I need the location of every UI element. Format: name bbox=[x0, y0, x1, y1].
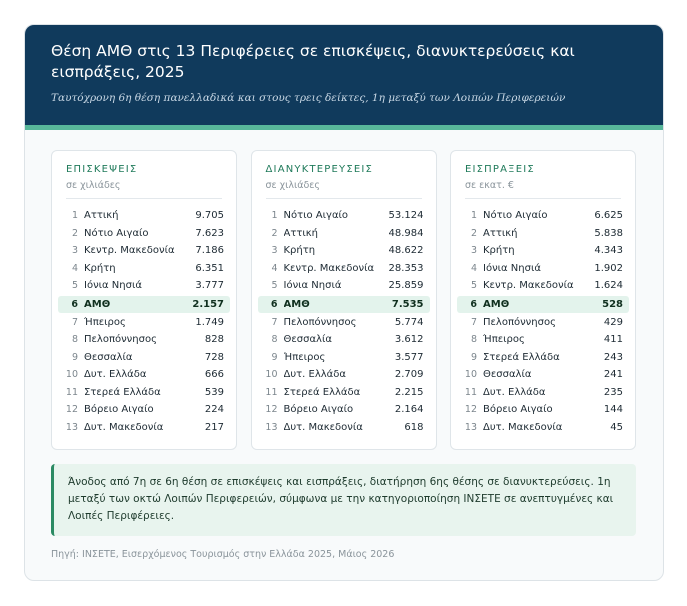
rank-number: 12 bbox=[464, 404, 477, 415]
rank-number: 13 bbox=[65, 421, 78, 433]
ranking-row bbox=[258, 314, 430, 332]
ranking-row bbox=[58, 225, 230, 243]
panel-unit: σε χιλιάδες bbox=[66, 180, 121, 191]
rank-number: 7 bbox=[271, 316, 278, 328]
ranking-row bbox=[258, 419, 430, 437]
region-value: 7.623 bbox=[195, 227, 224, 239]
rank-number: 10 bbox=[265, 369, 278, 380]
rank-number: 12 bbox=[265, 404, 278, 415]
region-value: 3.612 bbox=[394, 334, 424, 345]
region-value: 5.774 bbox=[394, 316, 424, 328]
ranking-row bbox=[457, 260, 629, 278]
ranking-row bbox=[58, 260, 230, 278]
region-name: Ήπειρος bbox=[283, 351, 326, 363]
rank-number: 2 bbox=[71, 227, 78, 239]
ranking-row bbox=[58, 401, 230, 419]
ranking-row bbox=[457, 225, 629, 243]
region-value: 728 bbox=[204, 351, 224, 363]
region-name: Πελοπόννησος bbox=[483, 316, 556, 328]
rank-number: 9 bbox=[71, 351, 78, 363]
rank-number: 6 bbox=[71, 298, 78, 310]
ranking-row bbox=[58, 419, 230, 437]
region-value: 539 bbox=[204, 386, 224, 398]
rank-number: 13 bbox=[464, 421, 477, 433]
region-name: Ιόνια Νησιά bbox=[483, 262, 541, 274]
region-name: Δυτ. Μακεδονία bbox=[483, 421, 563, 433]
rank-number: 8 bbox=[271, 334, 278, 345]
region-name: Αττική bbox=[283, 227, 318, 239]
ranking-row-highlight bbox=[258, 296, 430, 313]
region-value: 3.777 bbox=[195, 280, 224, 291]
region-value: 3.577 bbox=[394, 351, 424, 363]
ranking-card bbox=[24, 24, 664, 581]
ranking-row bbox=[58, 242, 230, 260]
ranking-panels bbox=[51, 150, 636, 450]
region-value: 1.902 bbox=[594, 262, 623, 274]
region-value: 7.535 bbox=[391, 298, 424, 310]
ranking-row-highlight bbox=[457, 296, 629, 313]
rank-number: 1 bbox=[271, 210, 278, 221]
rank-number: 7 bbox=[71, 316, 78, 328]
region-name: Κεντρ. Μακεδονία bbox=[483, 280, 574, 291]
region-name: Νότιο Αιγαίο bbox=[283, 210, 349, 221]
region-name: Στερεά Ελλάδα bbox=[483, 351, 560, 363]
panel-nights bbox=[251, 150, 437, 450]
region-name: ΑΜΘ bbox=[84, 298, 111, 310]
card-subtitle: Ταυτόχρονη 6η θέση πανελλαδικά και στους τρεις δείκτες, 1η μεταξύ των Λοιπών Περιφερειών bbox=[51, 92, 566, 104]
region-name: ΑΜΘ bbox=[483, 298, 510, 310]
rank-number: 8 bbox=[71, 334, 78, 345]
ranking-row bbox=[457, 384, 629, 402]
region-name: Στερεά Ελλάδα bbox=[84, 386, 161, 398]
region-value: 53.124 bbox=[388, 210, 424, 221]
ranking-row bbox=[457, 366, 629, 384]
ranking-list bbox=[258, 207, 430, 436]
region-name: Ήπειρος bbox=[483, 334, 525, 345]
ranking-row bbox=[58, 277, 230, 295]
region-value: 48.984 bbox=[388, 227, 424, 239]
ranking-row bbox=[258, 401, 430, 419]
rank-number: 2 bbox=[470, 227, 477, 239]
region-value: 243 bbox=[603, 351, 623, 363]
ranking-row-highlight bbox=[58, 296, 230, 313]
ranking-row bbox=[258, 260, 430, 278]
ranking-row bbox=[258, 366, 430, 384]
region-value: 144 bbox=[603, 404, 623, 415]
ranking-row bbox=[258, 207, 430, 225]
ranking-row bbox=[58, 366, 230, 384]
region-name: Δυτ. Μακεδονία bbox=[84, 421, 164, 433]
region-value: 28.353 bbox=[388, 262, 424, 274]
region-value: 235 bbox=[603, 386, 623, 398]
ranking-row bbox=[457, 277, 629, 295]
region-value: 666 bbox=[204, 369, 224, 380]
region-value: 528 bbox=[602, 298, 623, 310]
rank-number: 4 bbox=[271, 262, 278, 274]
region-name: Στερεά Ελλάδα bbox=[283, 386, 361, 398]
region-name: Κρήτη bbox=[84, 262, 116, 274]
region-value: 1.624 bbox=[594, 280, 623, 291]
region-name: Θεσσαλία bbox=[84, 351, 133, 363]
rank-number: 7 bbox=[470, 316, 477, 328]
rank-number: 6 bbox=[470, 298, 477, 310]
panel-title: ΕΠΙΣΚΕΨΕΙΣ bbox=[66, 164, 138, 175]
rank-number: 9 bbox=[470, 351, 477, 363]
region-name: Νότιο Αιγαίο bbox=[84, 227, 149, 239]
region-name: Ήπειρος bbox=[84, 316, 126, 328]
ranking-row bbox=[258, 277, 430, 295]
ranking-row bbox=[457, 242, 629, 260]
ranking-row bbox=[258, 225, 430, 243]
summary-note: Άνοδος από 7η σε 6η θέση σε επισκέψεις και εισπράξεις, διατήρηση 6ης θέσης σε διανυκτερεύσεις. 1η μεταξύ των οκτώ Λοιπών Περιφερειών, σύμφωνα με την κατηγοριοποίηση ΙΝΣΕΤΕ σε ανεπτυγμένες και Λοιπές Περιφέρειες. bbox=[51, 464, 636, 536]
rank-number: 11 bbox=[464, 386, 477, 398]
rank-number: 3 bbox=[271, 245, 278, 256]
ranking-row bbox=[457, 314, 629, 332]
region-value: 4.343 bbox=[594, 245, 623, 256]
ranking-row bbox=[457, 349, 629, 367]
region-name: Αττική bbox=[84, 210, 119, 221]
rank-number: 4 bbox=[470, 262, 477, 274]
region-value: 1.749 bbox=[195, 316, 224, 328]
region-value: 2.709 bbox=[394, 369, 424, 380]
rank-number: 12 bbox=[65, 404, 78, 415]
region-name: Βόρειο Αιγαίο bbox=[283, 404, 354, 415]
region-name: Βόρειο Αιγαίο bbox=[84, 404, 154, 415]
rank-number: 5 bbox=[71, 280, 78, 291]
region-value: 411 bbox=[603, 334, 623, 345]
ranking-row bbox=[58, 331, 230, 349]
panel-title: ΔΙΑΝΥΚΤΕΡΕΥΣΕΙΣ bbox=[265, 164, 374, 175]
region-value: 2.164 bbox=[394, 404, 424, 415]
region-name: Νότιο Αιγαίο bbox=[483, 210, 548, 221]
rank-number: 8 bbox=[470, 334, 477, 345]
region-value: 2.215 bbox=[394, 386, 424, 398]
ranking-row bbox=[258, 349, 430, 367]
region-value: 25.859 bbox=[388, 280, 424, 291]
region-value: 6.625 bbox=[594, 210, 623, 221]
region-name: Δυτ. Ελλάδα bbox=[283, 369, 346, 380]
region-name: Βόρειο Αιγαίο bbox=[483, 404, 553, 415]
region-name: Πελοπόννησος bbox=[283, 316, 357, 328]
panel-divider bbox=[266, 198, 422, 199]
rank-number: 2 bbox=[271, 227, 278, 239]
rank-number: 10 bbox=[464, 369, 477, 380]
ranking-row bbox=[258, 242, 430, 260]
ranking-row bbox=[457, 401, 629, 419]
region-value: 2.157 bbox=[192, 298, 224, 310]
region-name: Δυτ. Μακεδονία bbox=[283, 421, 363, 433]
rank-number: 1 bbox=[470, 210, 477, 221]
ranking-row bbox=[457, 331, 629, 349]
rank-number: 5 bbox=[271, 280, 278, 291]
region-value: 45 bbox=[610, 421, 623, 433]
panel-unit: σε εκατ. € bbox=[465, 180, 514, 191]
panel-divider bbox=[465, 198, 621, 199]
rank-number: 1 bbox=[71, 210, 78, 221]
region-value: 429 bbox=[603, 316, 623, 328]
rank-number: 11 bbox=[265, 386, 278, 398]
region-name: Ιόνια Νησιά bbox=[84, 280, 142, 291]
region-name: Θεσσαλία bbox=[283, 334, 332, 345]
region-value: 48.622 bbox=[388, 245, 424, 256]
region-name: Πελοπόννησος bbox=[84, 334, 157, 345]
panel-unit: σε χιλιάδες bbox=[265, 180, 320, 191]
region-name: Κρήτη bbox=[283, 245, 316, 256]
rank-number: 3 bbox=[71, 245, 78, 256]
panel-divider bbox=[66, 198, 222, 199]
panel-receipts bbox=[450, 150, 636, 450]
region-name: Θεσσαλία bbox=[483, 369, 532, 380]
accent-bar bbox=[25, 125, 663, 130]
region-name: ΑΜΘ bbox=[283, 298, 310, 310]
region-value: 828 bbox=[204, 334, 224, 345]
region-value: 7.186 bbox=[195, 245, 224, 256]
panel-visits bbox=[51, 150, 237, 450]
rank-number: 9 bbox=[271, 351, 278, 363]
ranking-row bbox=[258, 331, 430, 349]
region-value: 6.351 bbox=[195, 262, 224, 274]
region-value: 9.705 bbox=[195, 210, 224, 221]
region-name: Κεντρ. Μακεδονία bbox=[84, 245, 175, 256]
region-value: 241 bbox=[603, 369, 623, 380]
rank-number: 13 bbox=[265, 421, 278, 433]
ranking-row bbox=[258, 384, 430, 402]
card-title: Θέση ΑΜΘ στις 13 Περιφέρειες σε επισκέψεις, διανυκτερεύσεις και εισπράξεις, 2025 bbox=[51, 42, 575, 81]
rank-number: 11 bbox=[65, 386, 78, 398]
source-line: Πηγή: ΙΝΣΕΤΕ, Εισερχόμενος Τουρισμός στην Ελλάδα 2025, Μάιος 2026 bbox=[51, 549, 395, 560]
ranking-row bbox=[58, 349, 230, 367]
rank-number: 4 bbox=[71, 262, 78, 274]
rank-number: 5 bbox=[470, 280, 477, 291]
ranking-row bbox=[58, 207, 230, 225]
card-header bbox=[25, 25, 663, 125]
region-name: Αττική bbox=[483, 227, 518, 239]
region-value: 224 bbox=[204, 404, 224, 415]
region-value: 217 bbox=[204, 421, 224, 433]
ranking-row bbox=[457, 419, 629, 437]
ranking-list bbox=[457, 207, 629, 436]
rank-number: 3 bbox=[470, 245, 477, 256]
region-name: Δυτ. Ελλάδα bbox=[84, 369, 147, 380]
ranking-row bbox=[58, 314, 230, 332]
ranking-row bbox=[457, 207, 629, 225]
ranking-row bbox=[58, 384, 230, 402]
region-value: 5.838 bbox=[594, 227, 623, 239]
rank-number: 6 bbox=[270, 298, 278, 310]
rank-number: 10 bbox=[65, 369, 78, 380]
region-name: Ιόνια Νησιά bbox=[283, 280, 342, 291]
region-value: 618 bbox=[404, 421, 424, 433]
region-name: Κρήτη bbox=[483, 245, 515, 256]
panel-title: ΕΙΣΠΡΑΞΕΙΣ bbox=[465, 164, 535, 175]
region-name: Δυτ. Ελλάδα bbox=[483, 386, 546, 398]
region-name: Κεντρ. Μακεδονία bbox=[283, 262, 375, 274]
ranking-list bbox=[58, 207, 230, 436]
